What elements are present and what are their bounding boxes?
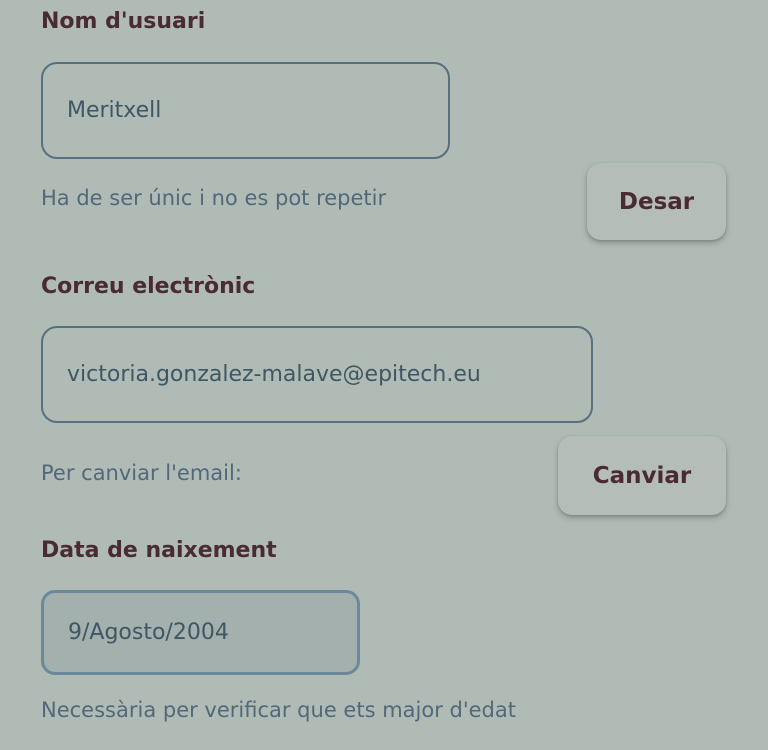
birthdate-input[interactable]: 9/Agosto/2004 (41, 590, 360, 675)
username-label: Nom d'usuari (41, 9, 206, 34)
birthdate-hint: Necessària per verificar que ets major d'edat (41, 698, 516, 722)
email-input[interactable]: victoria.gonzalez-malave@epitech.eu (41, 326, 593, 423)
username-input[interactable]: Meritxell (41, 62, 450, 159)
email-hint: Per canviar l'email: (41, 461, 242, 485)
email-label: Correu electrònic (41, 274, 256, 299)
save-button[interactable]: Desar (587, 163, 726, 240)
username-hint: Ha de ser únic i no es pot repetir (41, 186, 387, 210)
birthdate-label: Data de naixement (41, 538, 277, 563)
change-email-button[interactable]: Canviar (558, 436, 726, 515)
